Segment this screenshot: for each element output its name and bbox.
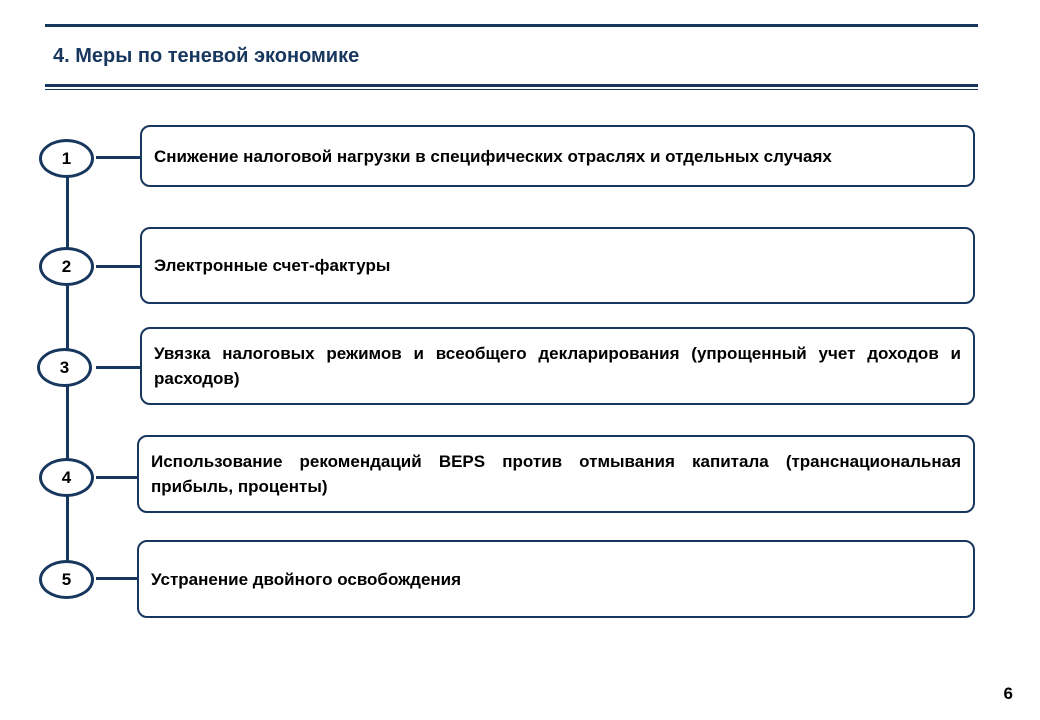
header-rule-bottom bbox=[45, 84, 978, 87]
connector-2 bbox=[96, 265, 142, 268]
step-number-1: 1 bbox=[39, 139, 94, 178]
header-rule-bottom-thin bbox=[45, 89, 978, 90]
header-rule-top bbox=[45, 24, 978, 27]
slide-title: 4. Меры по теневой экономике bbox=[53, 45, 360, 67]
connector-4 bbox=[96, 476, 142, 479]
list-item-3-text: Увязка налоговых режимов и всеобщего декларирования (упрощенный учет доходов и расходов) bbox=[154, 344, 961, 388]
list-item-4-text: Использование рекомендаций BEPS против отмывания капитала (транснациональная прибыль, проценты) bbox=[151, 452, 961, 496]
list-item-5 bbox=[137, 540, 975, 618]
connector-1 bbox=[96, 156, 142, 159]
list-item-2-text: Электронные счет-фактуры bbox=[154, 256, 391, 275]
page-number: 6 bbox=[1003, 684, 1013, 703]
step-number-2: 2 bbox=[39, 247, 94, 286]
step-number-3: 3 bbox=[37, 348, 92, 387]
connector-5 bbox=[96, 577, 142, 580]
list-item-4 bbox=[137, 435, 975, 513]
connector-3 bbox=[96, 366, 142, 369]
list-item-1-text: Снижение налоговой нагрузки в специфических отраслях и отдельных случаях bbox=[154, 146, 832, 166]
list-item-2 bbox=[140, 227, 975, 304]
step-number-5: 5 bbox=[39, 560, 94, 599]
list-item-1 bbox=[140, 125, 975, 187]
step-number-4: 4 bbox=[39, 458, 94, 497]
list-item-5-text: Устранение двойного освобождения bbox=[151, 569, 462, 589]
list-item-3 bbox=[140, 327, 975, 405]
